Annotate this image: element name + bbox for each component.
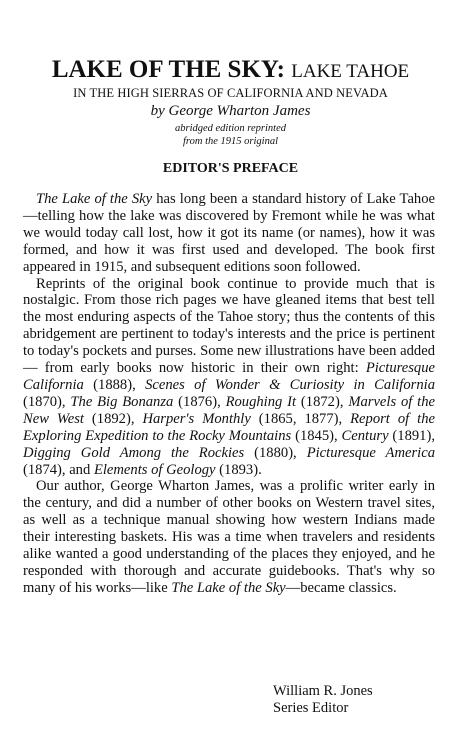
paragraph-text: (1876), xyxy=(173,393,226,410)
author-byline: by George Wharton James xyxy=(150,103,311,119)
paragraph-text: Reprints of the original book continue to provide much that is nostalgic. From those rich pages we have gleaned items that best tell the most enduring aspects of the Tahoe story; thus the contents of this abridgement are pertinent to today's interests and the price is pertinent to today's pockets and purses. Some new illustrations have been added— from early books now historic in their own right: xyxy=(23,275,435,377)
book-subtitle: IN THE HIGH SIERRAS OF CALIFORNIA AND NEVADA xyxy=(73,86,388,100)
book-title-main: LAKE OF THE SKY: xyxy=(51,56,285,83)
paragraph-1 xyxy=(23,191,435,276)
paragraph-text: has long been a standard history of Lake Tahoe—telling how the lake was discovered by Fremont while he was what we would today call lost, how it got its name (or names), how it was formed, and how it was first used and developed. The book first appeared in 1915, and subsequent editions soon followed. xyxy=(23,191,435,275)
book-title-ref: Marvels of the New West xyxy=(23,393,435,427)
book-title-ref: Report of the Exploring Expedition to the Rocky Mountains xyxy=(23,410,435,444)
book-title-ref: Picturesque America xyxy=(306,444,435,461)
book-title-ref: Century xyxy=(341,427,389,444)
paragraph-text: (1845), xyxy=(291,427,342,444)
signature-title: Series Editor xyxy=(273,700,349,716)
paragraph-text: (1891), xyxy=(388,427,435,444)
book-title-ref: Scenes of Wonder & Curiosity in California xyxy=(145,376,435,393)
paragraph-text: (1880), xyxy=(244,444,307,461)
book-title-ref: The Big Bonanza xyxy=(70,393,174,410)
paragraph-text: (1888), xyxy=(83,376,146,393)
book-title xyxy=(0,56,461,86)
paragraph-text: (1893). xyxy=(215,461,262,478)
book-title-ref: Harper's Monthly xyxy=(142,410,251,427)
paragraph-text: (1865, 1877), xyxy=(250,410,351,427)
edition-note-line2: from the 1915 original xyxy=(183,136,278,147)
section-heading: EDITOR'S PREFACE xyxy=(162,161,299,176)
edition-note-line1: abridged edition reprinted xyxy=(174,123,286,134)
paragraph-3 xyxy=(23,478,435,596)
paragraph-text: (1870), xyxy=(23,393,71,410)
book-title-ref: Digging Gold Among the Rockies xyxy=(23,444,245,461)
paragraph-text: (1874), and xyxy=(23,461,94,478)
preface-body xyxy=(23,191,435,597)
paragraph-text: (1872), xyxy=(296,393,349,410)
paragraph-text: —became classics. xyxy=(285,579,397,596)
book-title-ref: Roughing It xyxy=(225,393,297,410)
paragraph-text: Our author, George Wharton James, was a prolific writer early in the century, and did a number of other books on Western travel sites, as well as a technique manual showing how western Indians made their interesting baskets. His was a time when travelers and residents alike wanted a good understanding of the places they enjoyed, and he responded with thorough and accurate guidebooks. That's why so many of his works—like xyxy=(23,478,435,596)
book-title-ref: Picturesque California xyxy=(23,360,435,393)
paragraph-2 xyxy=(23,276,435,479)
book-title-ref: Elements of Geology xyxy=(93,461,216,478)
book-title-ref: The Lake of the Sky xyxy=(36,191,153,207)
book-title-ref: The Lake of the Sky xyxy=(171,579,286,596)
paragraph-text: (1892), xyxy=(83,410,143,427)
book-title-secondary: LAKE TAHOE xyxy=(291,61,410,82)
signature-name: William R. Jones xyxy=(273,683,373,699)
